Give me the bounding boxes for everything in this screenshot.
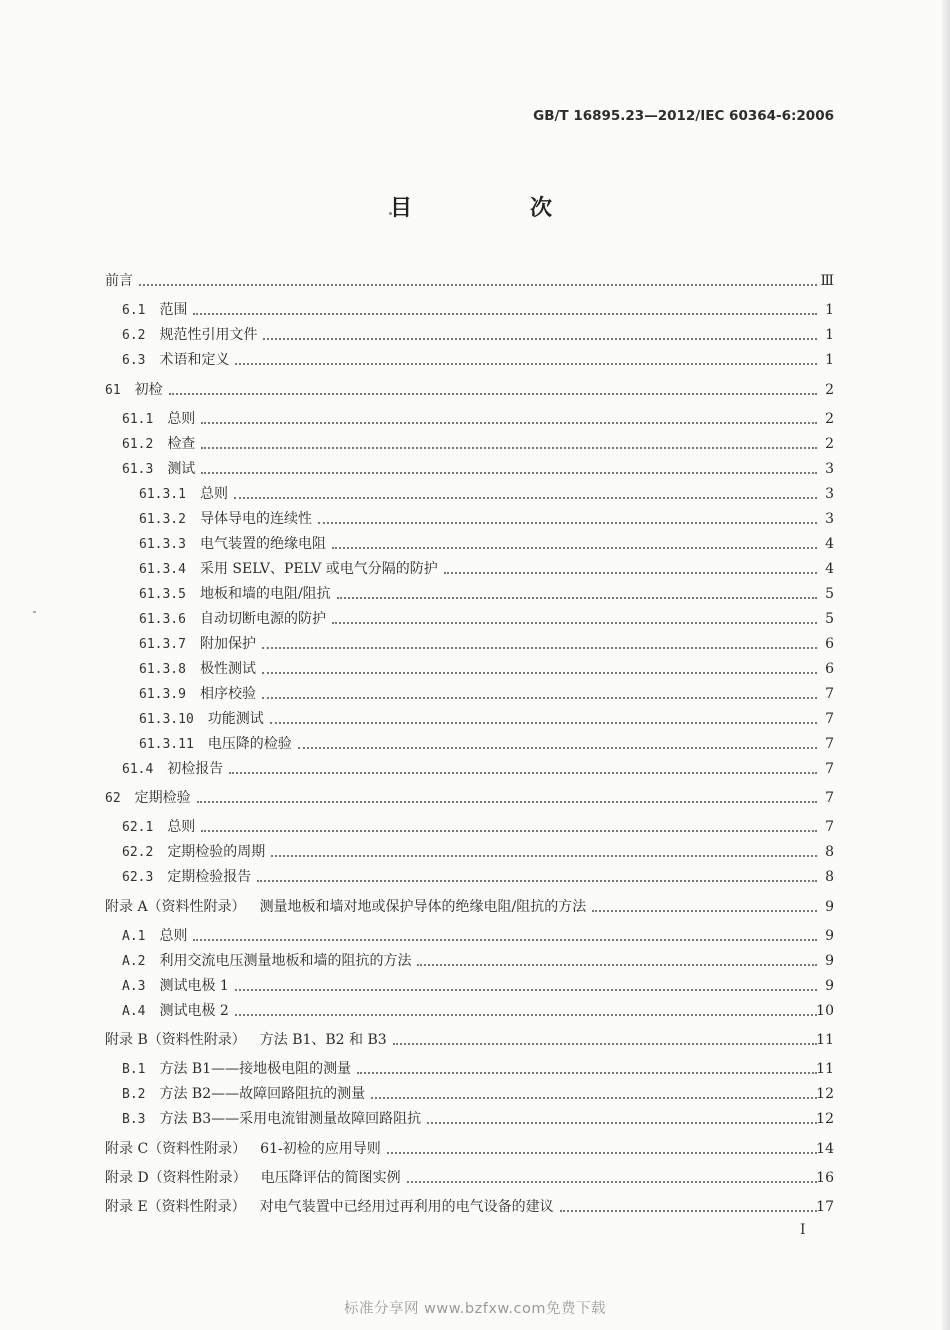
toc-leader-dots	[139, 284, 817, 286]
scan-speck	[33, 611, 36, 613]
toc-entry-page: 14	[816, 1141, 834, 1157]
toc-leader-dots	[234, 497, 817, 499]
toc-entry-label: 范围	[159, 302, 188, 318]
toc-entry-label: 定期检验	[134, 790, 191, 806]
toc-entry-number: 61.3	[122, 462, 154, 477]
toc-entry-number: 61.3.8	[139, 662, 186, 677]
toc-entry[interactable]	[0, 298, 950, 322]
toc-entry[interactable]	[0, 999, 950, 1023]
watermark: 标准分享网 www.bzfxw.com免费下载	[343, 1301, 607, 1317]
toc-entry-label: 术语和定义	[159, 352, 230, 368]
toc-entry-label: 总则	[167, 819, 196, 835]
toc-entry-number: 附录 E（资料性附录）	[105, 1199, 246, 1215]
toc-entry[interactable]	[0, 840, 950, 864]
toc-entry[interactable]	[0, 895, 950, 919]
toc-entry-number: B.1	[122, 1062, 146, 1077]
toc-entry-label: 电气装置的绝缘电阻	[199, 536, 326, 552]
toc-entry-page: 3	[825, 461, 834, 477]
toc-entry-page: 5	[825, 611, 834, 627]
toc-entry-page: 8	[825, 844, 834, 860]
toc-entry-label: 总则	[199, 486, 228, 502]
toc-entry-number: 61.3.7	[139, 637, 186, 652]
toc-entry-page: 7	[825, 686, 834, 702]
toc-entry-label: 利用交流电压测量地板和墙的阻抗的方法	[159, 953, 412, 969]
toc-entry-label: 初检	[134, 382, 163, 398]
toc-entry[interactable]	[0, 786, 950, 810]
toc-entry[interactable]	[0, 1137, 950, 1161]
toc-entry-number: 62.1	[122, 820, 154, 835]
toc-entry-label: 功能测试	[207, 711, 264, 727]
toc-entry-label: 附加保护	[199, 636, 256, 652]
toc-entry-label: 总则	[167, 411, 196, 427]
toc-leader-dots	[387, 1152, 817, 1154]
toc-entry-label: 电压降评估的简图实例	[260, 1170, 401, 1186]
toc-leader-dots	[318, 522, 817, 524]
toc-entry-label: 测试	[167, 461, 196, 477]
toc-entry-page: 1	[825, 302, 834, 318]
toc-leader-dots	[298, 747, 817, 749]
toc-entry-page: 12	[816, 1111, 834, 1127]
toc-entry-number: 61	[105, 383, 121, 398]
toc-entry-page: 6	[825, 636, 834, 652]
toc-entry[interactable]	[0, 707, 950, 731]
toc-leader-dots	[592, 910, 817, 912]
toc-entry[interactable]	[0, 632, 950, 656]
toc-entry-label: 自动切断电源的防护	[199, 611, 326, 627]
toc-entry-page: 7	[825, 819, 834, 835]
toc-entry-label: 地板和墙的电阻/阻抗	[199, 586, 331, 602]
toc-leader-dots	[427, 1122, 817, 1124]
toc-entry-label: 方法 B2——故障回路阻抗的测量	[159, 1086, 366, 1102]
toc-leader-dots	[193, 313, 817, 315]
toc-entry[interactable]	[0, 865, 950, 889]
toc-entry-number: 62	[105, 791, 121, 806]
toc-entry-label: 方法 B1——接地极电阻的测量	[159, 1061, 352, 1077]
toc-entry-label: 61-初检的应用导则	[260, 1141, 381, 1157]
toc-entry-number: 附录 C（资料性附录）	[105, 1141, 247, 1157]
toc-entry[interactable]	[0, 815, 950, 839]
toc-entry[interactable]	[0, 974, 950, 998]
toc-entry-page: 1	[825, 352, 834, 368]
toc-leader-dots	[417, 964, 817, 966]
toc-entry[interactable]	[0, 757, 950, 781]
page-title: 目 次	[389, 196, 600, 221]
toc-entry[interactable]	[0, 557, 950, 581]
toc-entry-page: 6	[825, 661, 834, 677]
toc-leader-dots	[560, 1210, 817, 1212]
toc-leader-dots	[229, 772, 817, 774]
toc-entry-label: 测试电极 2	[159, 1003, 229, 1019]
toc-entry-page: 8	[825, 869, 834, 885]
toc-entry[interactable]	[0, 457, 950, 481]
toc-entry-number: 6.1	[122, 303, 146, 318]
toc-entry[interactable]	[0, 378, 950, 402]
toc-entry-page: 9	[825, 953, 834, 969]
toc-entry-label: 测试电极 1	[159, 978, 229, 994]
toc-leader-dots	[271, 855, 817, 857]
toc-leader-dots	[337, 597, 817, 599]
toc-entry[interactable]	[0, 1195, 950, 1219]
toc-entry[interactable]	[0, 582, 950, 606]
toc-entry-page: 9	[825, 978, 834, 994]
toc-entry-number: 62.2	[122, 845, 154, 860]
toc-entry-number: 61.3.6	[139, 612, 186, 627]
toc-leader-dots	[235, 363, 817, 365]
toc-entry-number: 6.2	[122, 328, 146, 343]
toc-entry[interactable]	[0, 482, 950, 506]
toc-entry-label: 对电气装置中已经用过再利用的电气设备的建议	[259, 1199, 554, 1215]
toc-entry-number: 61.2	[122, 437, 154, 452]
toc-entry-number: 61.3.11	[139, 737, 194, 752]
toc-entry-label: 规范性引用文件	[159, 327, 258, 343]
toc-leader-dots	[393, 1043, 817, 1045]
toc-entry-number: B.3	[122, 1112, 146, 1127]
toc-entry-number: 6.3	[122, 353, 146, 368]
toc-entry[interactable]	[0, 924, 950, 948]
toc-leader-dots	[235, 1014, 817, 1016]
toc-leader-dots	[257, 880, 817, 882]
toc-leader-dots	[407, 1181, 817, 1183]
toc-entry-number: 61.3.9	[139, 687, 186, 702]
toc-entry-label: 定期检验报告	[167, 869, 252, 885]
toc-entry-label: 导体导电的连续性	[199, 511, 312, 527]
toc-leader-dots	[262, 647, 817, 649]
toc-entry[interactable]	[0, 269, 950, 293]
toc-entry-page: 4	[825, 561, 834, 577]
toc-entry-number: 61.3.10	[139, 712, 194, 727]
toc-entry-number: B.2	[122, 1087, 146, 1102]
toc-leader-dots	[263, 338, 817, 340]
toc-entry-page: 16	[816, 1170, 834, 1186]
toc-entry[interactable]	[0, 949, 950, 973]
toc-entry-label: 总则	[159, 928, 188, 944]
toc-entry-page: 7	[825, 711, 834, 727]
toc-entry-label: 采用 SELV、PELV 或电气分隔的防护	[199, 561, 438, 577]
toc-entry[interactable]	[0, 657, 950, 681]
toc-leader-dots	[193, 939, 817, 941]
toc-entry-page: 11	[816, 1032, 834, 1048]
toc-entry-label: 方法 B3——采用电流钳测量故障回路阻抗	[159, 1111, 422, 1127]
toc-leader-dots	[201, 830, 817, 832]
toc-entry-page: 5	[825, 586, 834, 602]
toc-entry-number: A.1	[122, 929, 146, 944]
toc-leader-dots	[169, 393, 817, 395]
toc-entry-page: 1	[825, 327, 834, 343]
toc-entry-number: 61.3.2	[139, 512, 186, 527]
toc-entry-number: 61.3.1	[139, 487, 186, 502]
toc-entry-number: 附录 A（资料性附录）	[105, 899, 246, 915]
toc-entry[interactable]	[0, 407, 950, 431]
toc-entry-number: 61.3.4	[139, 562, 186, 577]
toc-entry[interactable]	[0, 607, 950, 631]
toc-leader-dots	[197, 801, 817, 803]
toc-entry-label: 方法 B1、B2 和 B3	[259, 1032, 387, 1048]
toc-entry[interactable]	[0, 1082, 950, 1106]
toc-entry-label: 电压降的检验	[207, 736, 292, 752]
toc-leader-dots	[444, 572, 817, 574]
toc-entry[interactable]	[0, 432, 950, 456]
toc-leader-dots	[201, 447, 817, 449]
toc-entry-number: 61.1	[122, 412, 154, 427]
toc-leader-dots	[371, 1097, 817, 1099]
toc-entry-number: 附录 D（资料性附录）	[105, 1170, 247, 1186]
toc-entry[interactable]	[0, 682, 950, 706]
toc-entry-label: 极性测试	[199, 661, 256, 677]
toc-entry-page: 7	[825, 761, 834, 777]
toc-entry-page: 7	[825, 790, 834, 806]
toc-entry-page: 12	[816, 1086, 834, 1102]
toc-entry[interactable]	[0, 507, 950, 531]
toc-leader-dots	[262, 697, 817, 699]
toc-leader-dots	[262, 672, 817, 674]
toc-entry[interactable]	[0, 1057, 950, 1081]
toc-leader-dots	[201, 422, 817, 424]
toc-entry-label: 相序校验	[199, 686, 256, 702]
toc-entry-page: 3	[825, 511, 834, 527]
page-number: I	[800, 1222, 806, 1238]
toc-leader-dots	[235, 989, 817, 991]
toc-entry-page: 2	[825, 382, 834, 398]
toc-entry-label: 测量地板和墙对地或保护导体的绝缘电阻/阻抗的方法	[259, 899, 587, 915]
toc-entry-number: 61.3.5	[139, 587, 186, 602]
toc-entry-page: 7	[825, 736, 834, 752]
toc-entry-label: 初检报告	[167, 761, 224, 777]
toc-entry-page: 4	[825, 536, 834, 552]
toc-leader-dots	[332, 547, 817, 549]
toc-entry-label: 定期检验的周期	[167, 844, 266, 860]
toc-entry-number: 61.3.3	[139, 537, 186, 552]
toc-entry-page: 17	[816, 1199, 834, 1215]
toc-entry[interactable]	[0, 732, 950, 756]
toc-entry-number: 61.4	[122, 762, 154, 777]
toc-entry-page: 9	[825, 899, 834, 915]
toc-entry-number: 62.3	[122, 870, 154, 885]
toc-entry-page: 9	[825, 928, 834, 944]
toc-entry-page: 2	[825, 411, 834, 427]
toc-entry[interactable]	[0, 348, 950, 372]
toc-leader-dots	[332, 622, 817, 624]
toc-entry-page: Ⅲ	[820, 273, 834, 289]
toc-entry-number: A.3	[122, 979, 146, 994]
toc-entry[interactable]	[0, 1107, 950, 1131]
toc-entry[interactable]	[0, 323, 950, 347]
toc-leader-dots	[270, 722, 817, 724]
toc-entry[interactable]	[0, 1166, 950, 1190]
toc-entry-number: A.4	[122, 1004, 146, 1019]
toc-entry-number: 附录 B（资料性附录）	[105, 1032, 246, 1048]
toc-leader-dots	[201, 472, 817, 474]
toc-entry-page: 2	[825, 436, 834, 452]
standard-code: GB/T 16895.23—2012/IEC 60364-6:2006	[533, 108, 834, 124]
toc-entry-label: 前言	[105, 273, 133, 289]
toc-entry-page: 11	[816, 1061, 834, 1077]
toc-entry-number: A.2	[122, 954, 146, 969]
toc-entry-label: 检查	[167, 436, 196, 452]
toc-entry-page: 10	[816, 1003, 834, 1019]
toc-entry-page: 3	[825, 486, 834, 502]
toc-entry[interactable]	[0, 532, 950, 556]
toc-entry[interactable]	[0, 1028, 950, 1052]
toc-leader-dots	[357, 1072, 817, 1074]
